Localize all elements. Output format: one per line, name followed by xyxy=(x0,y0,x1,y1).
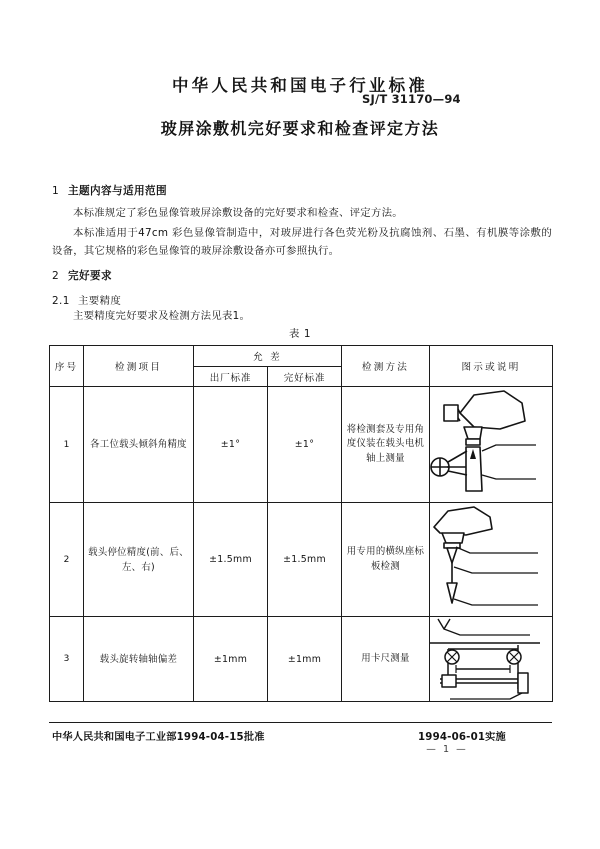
row-1-method: 将检测套及专用角度仪装在载头电机轴上测量 xyxy=(342,387,430,503)
section-1-title: 主题内容与适用范围 xyxy=(68,185,167,197)
table-header-row-1 xyxy=(50,346,553,367)
row-3-seq: 3 xyxy=(50,617,84,702)
table-row xyxy=(50,617,553,702)
row-3-factory: ±1mm xyxy=(194,617,268,702)
section-1-heading xyxy=(52,183,167,198)
page-number: — 1 — xyxy=(426,744,468,755)
row-3-item: 载头旋转轴轴偏差 xyxy=(84,617,194,702)
section-2-title: 完好要求 xyxy=(68,270,112,282)
row-1-item: 各工位载头倾斜角精度 xyxy=(84,387,194,503)
section-2-number: 2 xyxy=(52,270,60,282)
row-2-good: ±1.5mm xyxy=(268,503,342,617)
row-1-figure xyxy=(430,387,553,503)
table-row xyxy=(50,503,553,617)
section-2-1-number: 2.1 xyxy=(52,295,70,307)
footer-implementation: 1994-06-01实施 xyxy=(418,732,506,743)
header-good-standard: 完好标准 xyxy=(268,367,342,387)
row-2-factory: ±1.5mm xyxy=(194,503,268,617)
table-row xyxy=(50,387,553,503)
header-item: 检测项目 xyxy=(84,346,194,387)
header-factory-standard: 出厂标准 xyxy=(194,367,268,387)
header-method: 检测方法 xyxy=(342,346,430,387)
header-figure: 图示或说明 xyxy=(430,346,553,387)
header-seq: 序号 xyxy=(50,346,84,387)
section-1-number: 1 xyxy=(52,185,60,197)
page-title: 玻屏涂敷机完好要求和检查评定方法 xyxy=(160,119,440,138)
section-2-heading xyxy=(52,268,112,283)
table-caption: 表 1 xyxy=(288,328,312,340)
rotation-axis-caliper-diagram xyxy=(430,617,553,701)
standard-org-title: 中华人民共和国电子行业标准 xyxy=(171,76,429,95)
footer-approval: 中华人民共和国电子工业部1994-04-15批准 xyxy=(52,732,265,743)
row-1-factory: ±1° xyxy=(194,387,268,503)
section-2-1-paragraph-1: 主要精度完好要求及检测方法见表1。 xyxy=(73,310,251,322)
section-1-paragraph-1: 本标准规定了彩色显像管玻屏涂敷设备的完好要求和检查、评定方法。 xyxy=(73,207,403,219)
stop-position-plumb-diagram xyxy=(430,503,553,616)
section-2-1-heading xyxy=(52,292,121,307)
standard-number: SJ/T 31170—94 xyxy=(362,92,461,106)
row-1-good: ±1° xyxy=(268,387,342,503)
section-1-paragraph-2: 本标准适用于47cm 彩色显像管制造中，对玻屏进行各色荧光粉及抗腐蚀剂、石墨、有机膜等涂敷的设备，其它规格的彩色显像管的玻屏涂敷设备亦可参照执行。 xyxy=(52,227,552,257)
row-2-method: 用专用的横纵座标板检测 xyxy=(342,503,430,617)
spec-table xyxy=(49,345,553,702)
section-2-1-title: 主要精度 xyxy=(78,295,122,307)
row-2-figure xyxy=(430,503,553,617)
row-2-item: 载头停位精度(前、后、左、右) xyxy=(84,503,194,617)
row-3-method: 用卡尺测量 xyxy=(342,617,430,702)
row-2-seq: 2 xyxy=(50,503,84,617)
tilt-angle-fixture-diagram xyxy=(430,387,553,502)
row-3-good: ±1mm xyxy=(268,617,342,702)
footer-divider xyxy=(49,722,552,723)
row-3-figure xyxy=(430,617,553,702)
spec-table-wrapper xyxy=(49,345,552,702)
standard-org-header xyxy=(0,72,600,96)
row-1-seq: 1 xyxy=(50,387,84,503)
header-tolerance-group: 允 差 xyxy=(194,346,342,367)
